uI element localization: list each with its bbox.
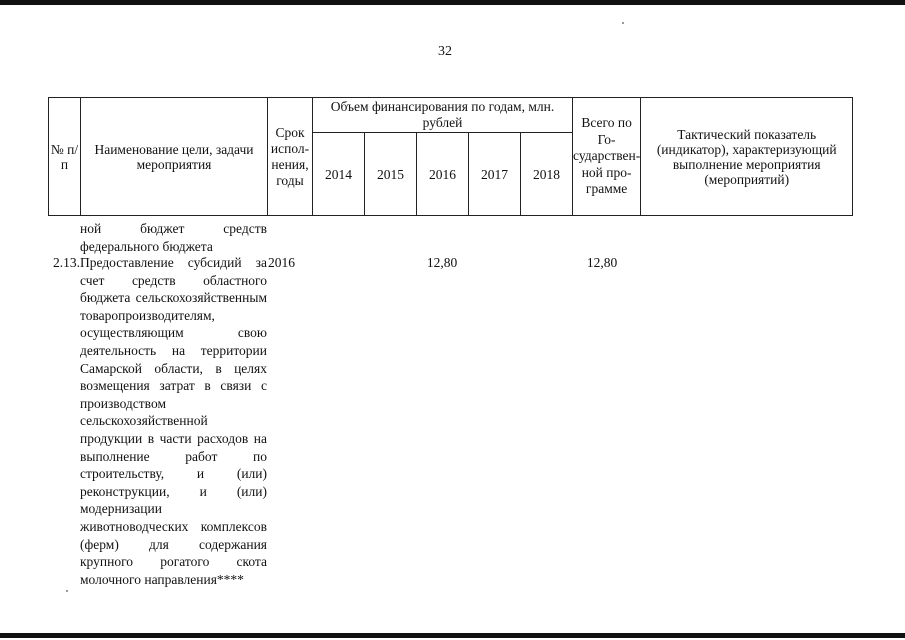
header-year-2014: 2014 [313,133,365,216]
header-year-2016: 2016 [417,133,469,216]
page-number: 32 [438,44,452,59]
header-year-2018: 2018 [521,133,573,216]
header-col-funding: Объем финансирования по годам, млн. рублей [313,98,573,133]
table-header [48,97,853,216]
header-col-number: № п/п [49,98,81,216]
continuation-text: ной бюджет средств федерального бюджета [80,221,267,254]
scan-speck [622,22,624,24]
row-value-total: 12,80 [586,255,618,270]
header-year-2017: 2017 [469,133,521,216]
scan-speck [66,590,68,592]
header-col-indicator: Тактический показатель (индикатор), характеризующий выполнение мероприятия (мероприятий) [641,98,853,216]
top-border-line [0,0,905,5]
bottom-border-line [0,633,905,638]
header-year-2015: 2015 [365,133,417,216]
row-description: Предоставление субсидий за счет средств областного бюджета сельскохозяйственным товаропроизводителям, осуществляющим свою деятельность на территории Самарской области, в целях возмещения затрат в связи с производством сельскохозяйственной продукции в части расходов на выполнение работ по строительству, и (или) реконструкции, и (или) модернизации животноводческих комплексов (ферм) для содержания крупного рогатого скота молочного направления**** [80,255,267,587]
row-term: 2016 [268,255,295,270]
header-col-term: Срок испол-нения, годы [268,98,313,216]
header-col-total: Всего по Го-сударствен-ной про-грамме [573,98,641,216]
row-number: 2.13. [53,255,80,270]
header-col-name: Наименование цели, задачи мероприятия [81,98,268,216]
row-value-2016: 12,80 [426,255,458,270]
